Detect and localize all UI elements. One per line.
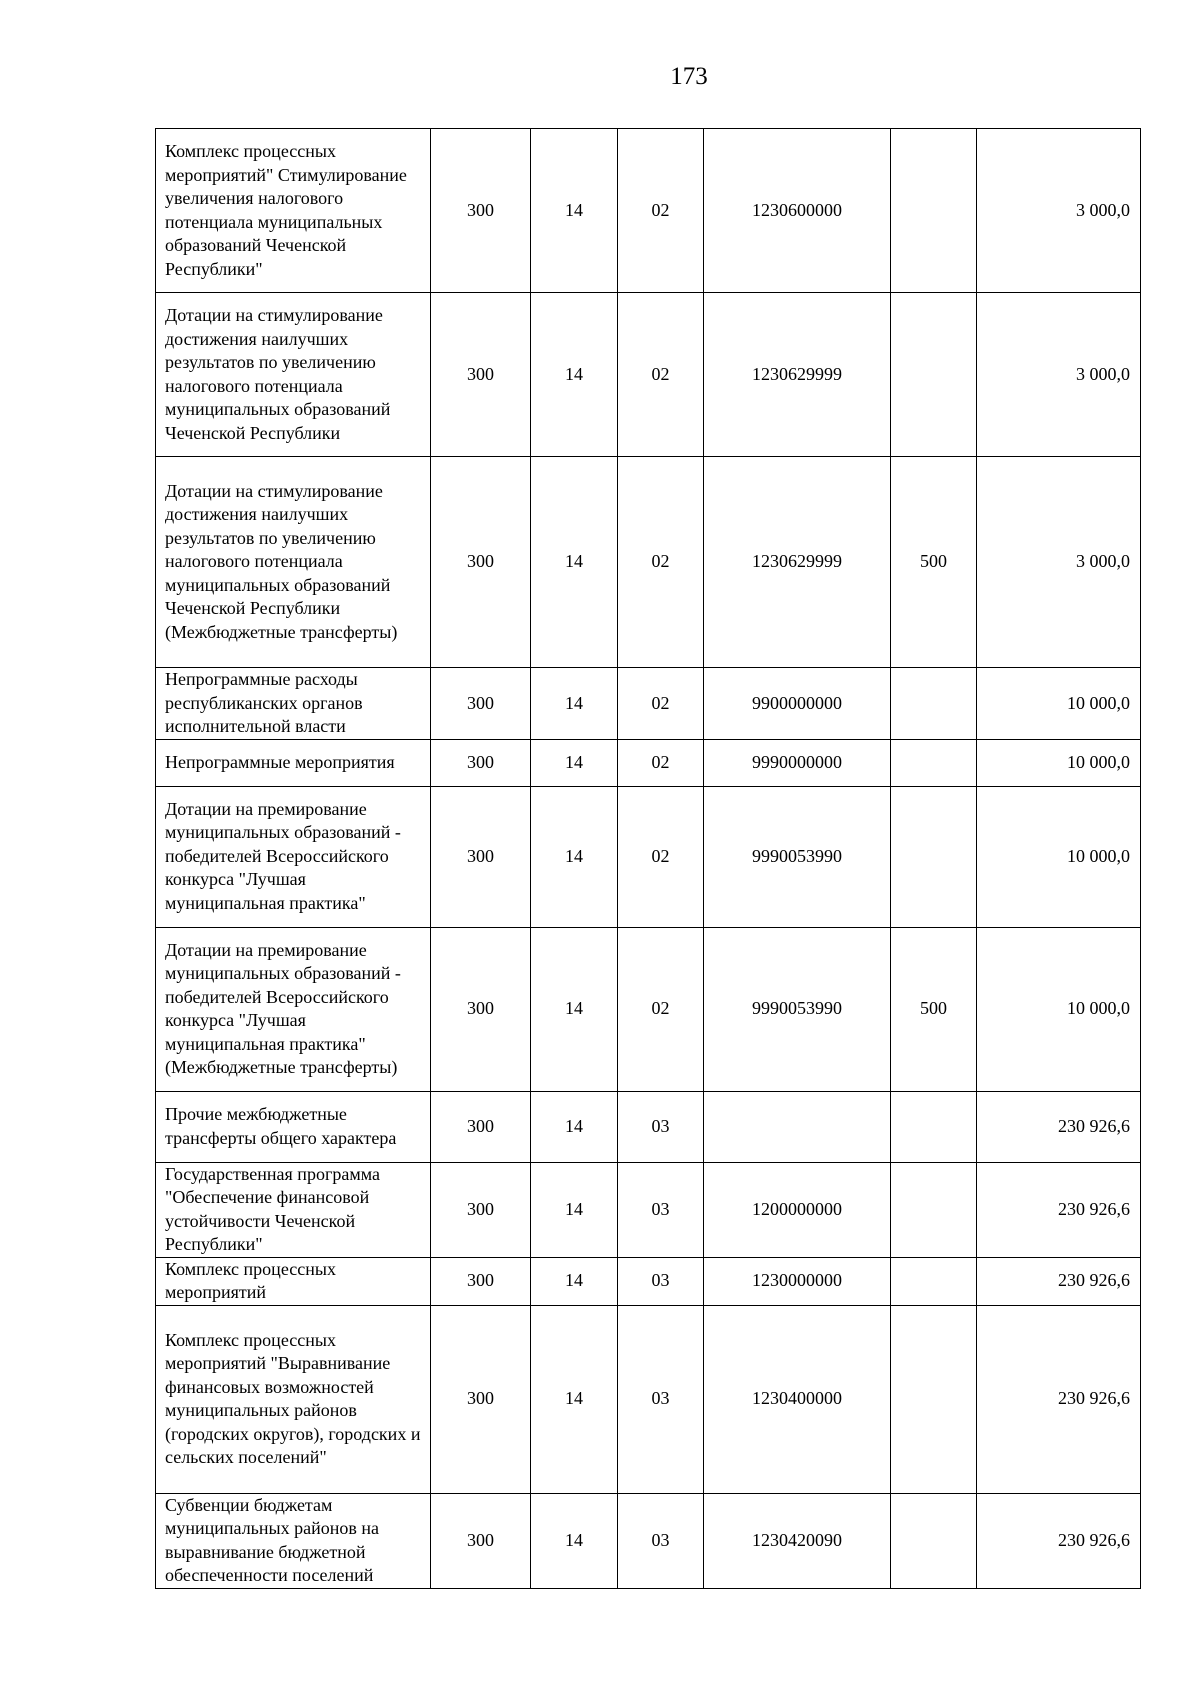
- rz-cell: 14: [531, 1091, 618, 1162]
- pr-cell: 03: [618, 1493, 704, 1588]
- rz-cell: 14: [531, 1257, 618, 1305]
- pr-cell: 02: [618, 129, 704, 293]
- row-name-cell: Непрограммные мероприятия: [156, 739, 431, 786]
- csr-cell: 1200000000: [704, 1162, 891, 1257]
- ved-cell: 300: [431, 1162, 531, 1257]
- budget-table: [155, 128, 1141, 1589]
- csr-cell: 1230420090: [704, 1493, 891, 1588]
- pr-cell: 03: [618, 1257, 704, 1305]
- pr-cell: 02: [618, 668, 704, 740]
- row-name-cell: Непрограммные расходы республиканских органов исполнительной власти: [156, 668, 431, 740]
- row-name-cell: Дотации на премирование муниципальных образований - победителей Всероссийского конкурса "Лучшая муниципальная практика": [156, 786, 431, 927]
- ved-cell: 300: [431, 668, 531, 740]
- csr-cell: 9990053990: [704, 786, 891, 927]
- sum-cell: 230 926,6: [977, 1257, 1141, 1305]
- sum-cell: 230 926,6: [977, 1162, 1141, 1257]
- rz-cell: 14: [531, 1305, 618, 1493]
- sum-cell: 3 000,0: [977, 293, 1141, 457]
- pr-cell: 03: [618, 1305, 704, 1493]
- table-row: [156, 457, 1141, 668]
- sum-cell: 3 000,0: [977, 457, 1141, 668]
- csr-cell: 1230629999: [704, 457, 891, 668]
- pr-cell: 03: [618, 1162, 704, 1257]
- pr-cell: 02: [618, 293, 704, 457]
- table-row: [156, 1305, 1141, 1493]
- ved-cell: 300: [431, 457, 531, 668]
- vr-cell: [891, 739, 977, 786]
- table-row: [156, 739, 1141, 786]
- ved-cell: 300: [431, 129, 531, 293]
- table-row: [156, 293, 1141, 457]
- csr-cell: 9900000000: [704, 668, 891, 740]
- row-name-cell: Государственная программа "Обеспечение финансовой устойчивости Чеченской Республики": [156, 1162, 431, 1257]
- vr-cell: [891, 1257, 977, 1305]
- rz-cell: 14: [531, 457, 618, 668]
- vr-cell: [891, 786, 977, 927]
- csr-cell: [704, 1091, 891, 1162]
- table-row: [156, 1257, 1141, 1305]
- sum-cell: 230 926,6: [977, 1305, 1141, 1493]
- table-row: [156, 927, 1141, 1091]
- pr-cell: 03: [618, 1091, 704, 1162]
- row-name-cell: Дотации на стимулирование достижения наилучших результатов по увеличению налогового потенциала муниципальных образований Чеченской Республики (Межбюджетные трансферты): [156, 457, 431, 668]
- sum-cell: 3 000,0: [977, 129, 1141, 293]
- ved-cell: 300: [431, 1493, 531, 1588]
- row-name-cell: Комплекс процессных мероприятий: [156, 1257, 431, 1305]
- ved-cell: 300: [431, 1257, 531, 1305]
- sum-cell: 10 000,0: [977, 927, 1141, 1091]
- sum-cell: 10 000,0: [977, 786, 1141, 927]
- sum-cell: 230 926,6: [977, 1493, 1141, 1588]
- csr-cell: 1230400000: [704, 1305, 891, 1493]
- vr-cell: [891, 129, 977, 293]
- csr-cell: 9990000000: [704, 739, 891, 786]
- table-row: [156, 1091, 1141, 1162]
- rz-cell: 14: [531, 668, 618, 740]
- rz-cell: 14: [531, 1493, 618, 1588]
- row-name-cell: Комплекс процессных мероприятий" Стимулирование увеличения налогового потенциала муниципальных образований Чеченской Республики": [156, 129, 431, 293]
- table-row: [156, 1162, 1141, 1257]
- ved-cell: 300: [431, 927, 531, 1091]
- rz-cell: 14: [531, 293, 618, 457]
- vr-cell: 500: [891, 457, 977, 668]
- csr-cell: 9990053990: [704, 927, 891, 1091]
- rz-cell: 14: [531, 927, 618, 1091]
- ved-cell: 300: [431, 1091, 531, 1162]
- sum-cell: 10 000,0: [977, 668, 1141, 740]
- row-name-cell: Дотации на стимулирование достижения наилучших результатов по увеличению налогового потенциала муниципальных образований Чеченской Республики: [156, 293, 431, 457]
- vr-cell: [891, 1305, 977, 1493]
- pr-cell: 02: [618, 739, 704, 786]
- row-name-cell: Комплекс процессных мероприятий "Выравнивание финансовых возможностей муниципальных районов (городских округов), городских и сельских поселений": [156, 1305, 431, 1493]
- vr-cell: [891, 668, 977, 740]
- vr-cell: [891, 293, 977, 457]
- ved-cell: 300: [431, 293, 531, 457]
- pr-cell: 02: [618, 457, 704, 668]
- vr-cell: [891, 1162, 977, 1257]
- sum-cell: 230 926,6: [977, 1091, 1141, 1162]
- table-row: [156, 1493, 1141, 1588]
- rz-cell: 14: [531, 129, 618, 293]
- csr-cell: 1230629999: [704, 293, 891, 457]
- ved-cell: 300: [431, 739, 531, 786]
- csr-cell: 1230600000: [704, 129, 891, 293]
- sum-cell: 10 000,0: [977, 739, 1141, 786]
- ved-cell: 300: [431, 1305, 531, 1493]
- vr-cell: [891, 1493, 977, 1588]
- table-row: [156, 668, 1141, 740]
- ved-cell: 300: [431, 786, 531, 927]
- rz-cell: 14: [531, 739, 618, 786]
- rz-cell: 14: [531, 1162, 618, 1257]
- csr-cell: 1230000000: [704, 1257, 891, 1305]
- pr-cell: 02: [618, 927, 704, 1091]
- row-name-cell: Прочие межбюджетные трансферты общего характера: [156, 1091, 431, 1162]
- table-row: [156, 129, 1141, 293]
- pr-cell: 02: [618, 786, 704, 927]
- rz-cell: 14: [531, 786, 618, 927]
- vr-cell: [891, 1091, 977, 1162]
- page-number: 173: [670, 63, 708, 90]
- table-row: [156, 786, 1141, 927]
- row-name-cell: Дотации на премирование муниципальных образований - победителей Всероссийского конкурса "Лучшая муниципальная практика" (Межбюджетные трансферты): [156, 927, 431, 1091]
- row-name-cell: Субвенции бюджетам муниципальных районов на выравнивание бюджетной обеспеченности поселений: [156, 1493, 431, 1588]
- vr-cell: 500: [891, 927, 977, 1091]
